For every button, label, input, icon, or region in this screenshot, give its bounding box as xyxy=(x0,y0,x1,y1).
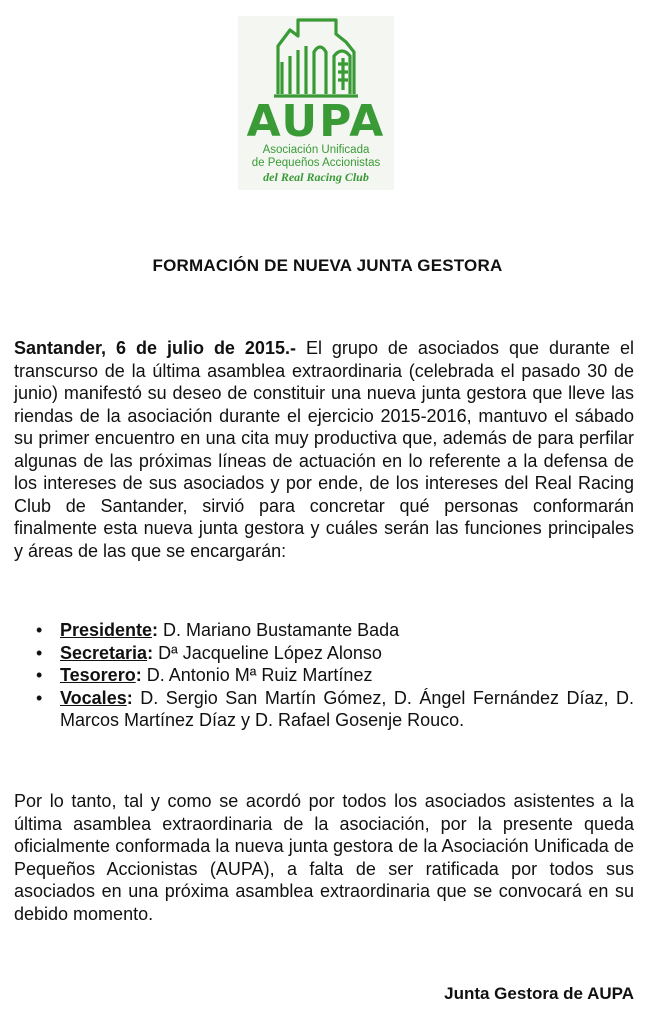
logo-tagline-3: del Real Racing Club xyxy=(263,170,369,184)
board-member-list xyxy=(14,619,634,732)
bullet: • xyxy=(36,687,43,708)
logo-wordmark: AUPA xyxy=(246,96,386,147)
bullet: • xyxy=(36,642,43,663)
role-colon: : xyxy=(126,687,133,708)
list-item xyxy=(14,664,634,687)
list-item xyxy=(14,619,634,642)
member-names: D. Antonio Mª Ruiz Martínez xyxy=(141,665,373,685)
list-item xyxy=(14,642,634,665)
bullet: • xyxy=(36,665,43,685)
document-title: FORMACIÓN DE NUEVA JUNTA GESTORA xyxy=(152,256,503,275)
intro-text: El grupo de asociados que durante el transcurso de la última asamblea extraordinaria (celebrada el pasado 30 de junio) manifestó su deseo de constituir una nueva junta gestora que lleve las riendas de la asociación durante el ejercicio 2015-2016, mantuvo el sábado su primer encuentro en una cita muy productiva que, además de para perfilar algunas de las próximas líneas de actuación en lo referente a la defensa de los intereses de sus asociados y por ende, de los intereses del Real Racing Club de Santander, sirvió para concretar qué personas conformarán finalmente esta nueva junta gestora y cuáles serán las funciones principales y áreas de las que se encargarán: xyxy=(14,338,635,561)
signature: Junta Gestora de AUPA xyxy=(444,984,634,1003)
aupa-logo xyxy=(238,16,394,190)
stadium-tower-icon xyxy=(238,16,394,106)
logo-tagline-1: Asociación Unificada xyxy=(262,144,370,156)
role-label: Presidente xyxy=(60,620,153,640)
role-label: Tesorero xyxy=(60,665,136,685)
role-colon: : xyxy=(135,665,142,685)
role-label: Vocales xyxy=(60,687,127,708)
member-names: Dª Jacqueline López Alonso xyxy=(153,642,382,663)
logo-tagline-2: de Pequeños Accionistas xyxy=(251,157,381,169)
member-names: D. Mariano Bustamante Bada xyxy=(158,620,400,640)
role-colon: : xyxy=(152,620,159,640)
role-label: Secretaria xyxy=(60,642,148,663)
intro-paragraph xyxy=(14,337,634,562)
member-names: D. Sergio San Martín Gómez, D. Ángel Fernández Díaz, D. Marcos Martínez Díaz y D. Rafael Gosenje Rouco. xyxy=(60,687,634,730)
role-colon: : xyxy=(147,642,154,663)
list-item xyxy=(14,687,634,732)
dateline: Santander, 6 de julio de 2015.- xyxy=(14,338,296,358)
closing-paragraph: Por lo tanto, tal y como se acordó por todos los asociados asistentes a la última asamblea extraordinaria de la asociación, por la presente queda oficialmente conformada la nueva junta gestora de la Asociación Unificada de Pequeños Accionistas (AUPA), a falta de ser ratificada por todos sus asociados en una próxima asamblea extraordinaria que se convocará en su debido momento. xyxy=(14,791,634,924)
bullet: • xyxy=(36,620,43,640)
